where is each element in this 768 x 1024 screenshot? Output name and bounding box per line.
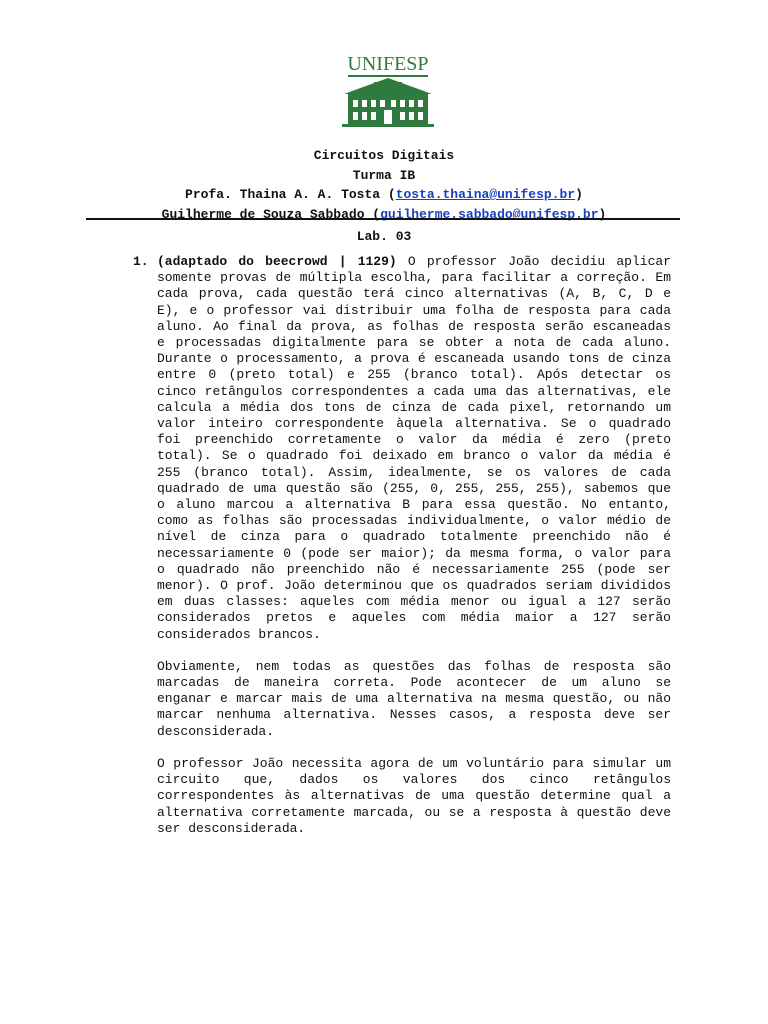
professor-line — [90, 185, 678, 205]
class-name: Turma IB — [352, 167, 416, 183]
svg-text:UNIFESP: UNIFESP — [347, 53, 429, 75]
monitor-email-link[interactable]: guilherme.sabbado@unifesp.br — [380, 206, 599, 222]
professor-email-link[interactable]: tosta.thaina@unifesp.br — [395, 187, 576, 202]
question-number: 1. — [133, 254, 149, 269]
question-paragraph-2: Obviamente, nem todas as questões das folhas de resposta são marcadas de maneira correta. Pode acontecer de um aluno se enganar e marcar mais de uma alternativa na mesma questão, ou não marcar nenhuma alternativa. Nesses casos, a resposta deve ser desconsiderada. — [157, 658, 671, 739]
lab-title: Lab. 03 — [356, 229, 412, 244]
question-body — [157, 254, 671, 837]
question-source: (adaptado do beecrowd | 1129) — [157, 254, 397, 269]
course-title: Circuitos Digitais — [313, 148, 455, 163]
unifesp-logo — [340, 50, 436, 130]
question-paragraph-1-text: O professor João decidiu aplicar somente provas de múltipla escolha, para facilitar a correção. Em cada prova, cada questão terá cinco alternativas (A, B, C, D e E), e o professor vai distribuir uma folha de resposta para cada aluno. Ao final da prova, as folhas de resposta serão escaneadas e processadas digitalmente para se obter a nota de cada aluno. Durante o processamento, a prova é escaneada usando tons de cinza entre 0 (preto total) e 255 (branco total). Após detectar os cinco retângulos correspondentes a cada uma das alternativas, ele calcula a média dos tons de cinza de cada pixel, retornando um valor inteiro correspondente àquela alternativa. Se o quadrado foi preenchido corretamente o valor da média é zero (preto total). Se o quadrado foi deixado em branco o valor da média é 255 (branco total). Assim, idealmente, se os valores de cada quadrado de uma questão são (255, 0, 255, 255, 255), sabemos que o aluno marcou a alternativa B para essa questão. No entanto, como as folhas são processadas individualmente, o valor médio de nível de cinza para o quadrado totalmente preenchido não é necessariamente 0 (pode ser maior); da mesma forma, o valor para o quadrado não preenchido não é necessariamente 255 (pode ser menor). O prof. João determinou que os quadrados seriam divididos em duas classes: aqueles com média menor ou igual a 127 serão considerados pretos e aqueles com média maior a 127 serão considerados brancos. — [157, 254, 671, 642]
question-1 — [133, 254, 673, 853]
monitor-suffix: ) — [598, 206, 607, 222]
monitor-line — [90, 205, 678, 225]
document-header — [90, 146, 678, 224]
professor-suffix: ) — [575, 187, 583, 202]
question-paragraph-1 — [157, 254, 671, 643]
monitor-name: Guilherme de Souza Sabbado ( — [161, 206, 381, 222]
professor-name: Profa. Thaina A. A. Tosta ( — [185, 187, 396, 202]
header-divider — [86, 218, 680, 220]
question-paragraph-3: O professor João necessita agora de um voluntário para simular um circuito que, dados os valores dos cinco retângulos correspondentes às alternativas de uma questão determine qual a alternativa corretamente marcada, ou se a resposta à questão deve ser desconsiderada. — [157, 755, 671, 836]
